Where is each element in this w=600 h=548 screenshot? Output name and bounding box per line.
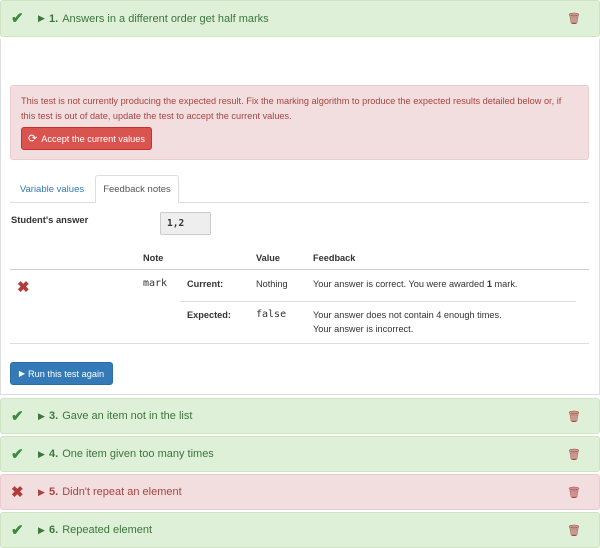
test-6-header[interactable] — [0, 512, 600, 548]
expected-label: Expected: — [187, 310, 231, 320]
current-label: Current: — [187, 279, 224, 289]
trash-icon[interactable]: 🗑 — [567, 13, 581, 25]
tab-variable-values[interactable]: Variable values — [19, 183, 85, 195]
test-1-title[interactable] — [49, 13, 269, 25]
table-bottom-divider — [10, 343, 589, 344]
test-5-title[interactable] — [49, 486, 182, 498]
test-name: Gave an item not in the list — [62, 410, 193, 422]
test-number: 6. — [49, 524, 59, 536]
caret-right-icon[interactable]: ▶ — [38, 13, 45, 23]
run-test-again-button[interactable] — [10, 362, 113, 385]
caret-right-icon[interactable]: ▶ — [38, 524, 45, 535]
test-name: Answers in a different order get half marks — [62, 12, 269, 25]
test-6-title[interactable] — [49, 524, 152, 536]
caret-right-icon[interactable]: ▶ — [38, 448, 45, 459]
current-value: Nothing — [256, 279, 288, 289]
expected-feedback-line-2: Your answer is incorrect. — [313, 324, 414, 334]
test-number: 5. — [49, 486, 59, 498]
test-3-header[interactable] — [0, 398, 600, 434]
pass-check-icon: ✔ — [11, 445, 24, 463]
test-number: 1. — [49, 12, 59, 25]
run-button-label: Run this test again — [28, 368, 105, 379]
caret-right-icon[interactable]: ▶ — [38, 410, 45, 421]
trash-icon[interactable]: 🗑 — [567, 448, 581, 461]
current-feedback-suffix: mark. — [491, 279, 518, 289]
student-answer-label: Student's answer — [11, 214, 89, 225]
table-header-divider — [10, 269, 589, 270]
test-name: Didn't repeat an element — [62, 486, 182, 498]
row-divider — [180, 301, 576, 302]
play-icon: ▶ — [18, 369, 26, 378]
test-3-title[interactable] — [49, 410, 192, 422]
refresh-icon: ⟳ — [28, 133, 38, 145]
test-number: 4. — [49, 448, 59, 460]
note-name: mark — [143, 278, 168, 289]
expected-value: false — [256, 309, 287, 320]
header-note: Note — [143, 253, 164, 263]
test-4-header[interactable] — [0, 436, 600, 472]
test-number: 3. — [49, 410, 59, 422]
student-answer-field[interactable]: 1,2 — [160, 212, 211, 235]
alert-message: This test is not currently producing the expected result. Fix the marking algorithm to produce the expected results detailed below or, if this test is out of date, update the test to accept the current values. — [21, 96, 562, 121]
test-5-header[interactable] — [0, 474, 600, 510]
test-name: Repeated element — [62, 524, 153, 536]
trash-icon[interactable]: 🗑 — [567, 486, 581, 499]
pass-check-icon: ✔ — [11, 521, 24, 539]
test-4-title[interactable] — [49, 448, 214, 460]
caret-right-icon[interactable]: ▶ — [38, 486, 45, 497]
accept-current-values-button[interactable] — [21, 127, 152, 150]
pass-check-icon: ✔ — [11, 407, 24, 425]
accept-button-label: Accept the current values — [41, 133, 145, 144]
active-tab-gap — [96, 202, 178, 203]
test-name: One item given too many times — [62, 448, 214, 460]
failure-alert — [10, 85, 589, 160]
note-fail-icon: ✖ — [17, 279, 30, 296]
header-feedback: Feedback — [313, 253, 356, 263]
expected-feedback-line-1: Your answer does not contain 4 enough times. — [313, 310, 502, 320]
tab-feedback-notes[interactable]: Feedback notes — [95, 175, 179, 203]
current-feedback-text: Your answer is correct. You were awarded — [313, 279, 487, 289]
header-value: Value — [256, 253, 281, 263]
pass-check-icon: ✔ — [11, 10, 24, 27]
fail-cross-icon: ✖ — [11, 483, 24, 501]
trash-icon[interactable]: 🗑 — [567, 410, 581, 423]
trash-icon[interactable]: 🗑 — [567, 524, 581, 537]
current-feedback — [313, 279, 517, 289]
test-1-header[interactable] — [0, 0, 600, 37]
current-feedback-marks: 1 — [486, 279, 492, 289]
